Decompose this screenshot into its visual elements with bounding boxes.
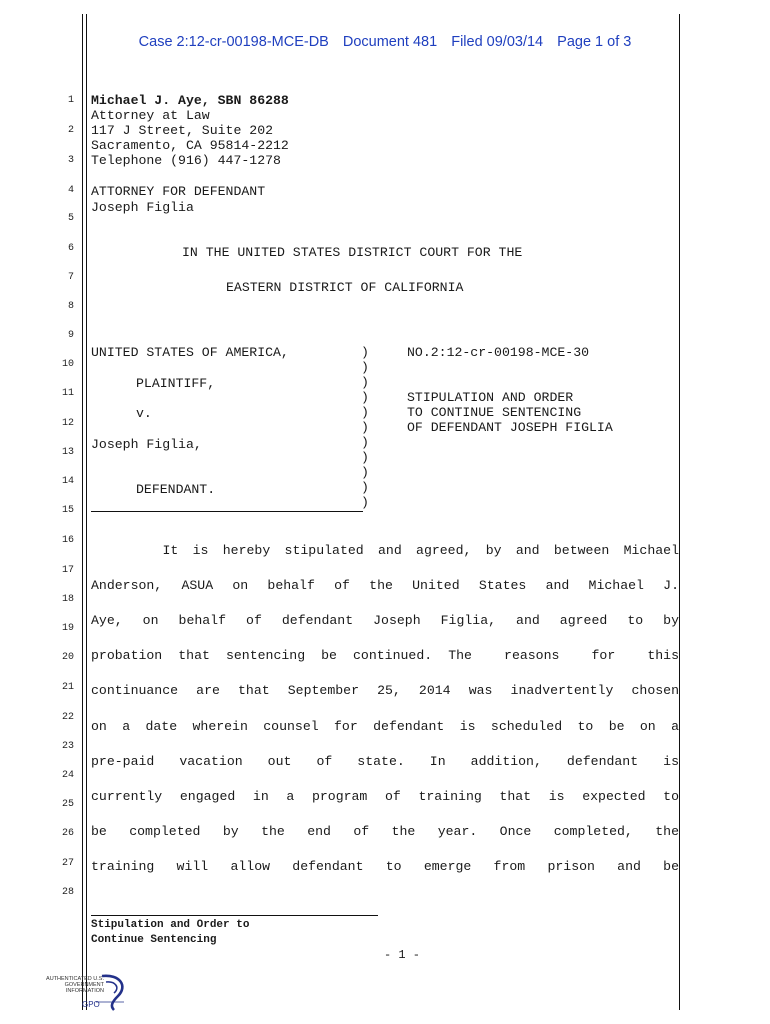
caption-paren-column: ) ) ) ) ) ) ) ) ) ) )	[361, 345, 369, 510]
footer-rule	[91, 915, 378, 916]
footer-title-line1: Stipulation and Order to	[91, 919, 250, 931]
case-number: Case 2:12-cr-00198-MCE-DB	[138, 34, 329, 50]
line-number: 24	[61, 770, 74, 781]
document-number: Document 481	[342, 34, 438, 50]
filed-date: Filed 09/03/14	[451, 34, 544, 50]
court-title-line2: EASTERN DISTRICT OF CALIFORNIA	[226, 280, 464, 295]
attorney-city: Sacramento, CA 95814-2212	[91, 138, 289, 153]
gpo-authenticated-text: AUTHENTICATED U.S. GOVERNMENT INFORMATION	[46, 976, 104, 994]
line-number: 25	[61, 799, 74, 810]
line-number: 26	[61, 828, 74, 839]
caption-underline	[91, 511, 363, 512]
line-number: 8	[67, 301, 74, 312]
line-number: 18	[61, 594, 74, 605]
attorney-name: Michael J. Aye, SBN 86288	[91, 93, 289, 108]
page-number: - 1 -	[384, 948, 421, 962]
line-number: 20	[61, 652, 74, 663]
body-line: training will allow defendant to emerge from prison and be	[91, 858, 679, 874]
page-indicator: Page 1 of 3	[557, 34, 632, 50]
line-number: 4	[67, 185, 74, 196]
line-number: 10	[61, 359, 74, 370]
attorney-title: Attorney at Law	[91, 108, 210, 123]
line-number: 27	[61, 858, 74, 869]
left-margin-rule-outer	[82, 14, 83, 1010]
line-number: 13	[61, 447, 74, 458]
body-line: Anderson, ASUA on behalf of the United States and Michael J.	[91, 578, 679, 594]
line-number: 1	[67, 95, 74, 106]
defendant-name: Joseph Figlia,	[91, 437, 202, 452]
body-line: It is hereby stipulated and agreed, by and between Michael	[91, 543, 679, 558]
footer-title-line2: Continue Sentencing	[91, 934, 217, 946]
line-number: 3	[67, 155, 74, 166]
line-number: 19	[61, 623, 74, 634]
line-number: 28	[61, 887, 74, 898]
line-number: 11	[61, 388, 74, 399]
court-title-line1: IN THE UNITED STATES DISTRICT COURT FOR THE	[182, 245, 523, 260]
document-title-line1: STIPULATION AND ORDER	[407, 390, 574, 405]
line-number: 21	[61, 682, 74, 693]
attorney-role: ATTORNEY FOR DEFENDANT	[91, 184, 266, 199]
gpo-mark: GPO	[82, 1000, 100, 1009]
line-number: 15	[61, 505, 74, 516]
plaintiff-label: PLAINTIFF,	[136, 376, 216, 391]
defendant-label: DEFENDANT.	[136, 482, 216, 497]
document-title-line2: TO CONTINUE SENTENCING	[407, 405, 582, 420]
line-number: 7	[67, 272, 74, 283]
line-number: 5	[67, 213, 74, 224]
line-number: 23	[61, 741, 74, 752]
attorney-phone: Telephone (916) 447-1278	[91, 153, 281, 168]
line-number: 22	[61, 712, 74, 723]
versus: v.	[136, 406, 152, 421]
body-line: on a date wherein counsel for defendant is scheduled to be on a	[91, 718, 679, 734]
plaintiff-name: UNITED STATES OF AMERICA,	[91, 345, 289, 360]
line-number: 14	[61, 476, 74, 487]
body-line: probation that sentencing be continued. The reasons for this	[91, 648, 679, 664]
left-margin-rule-inner	[86, 14, 87, 1010]
body-line: be completed by the end of the year. Once completed, the	[91, 823, 679, 839]
line-number: 2	[67, 125, 74, 136]
line-number: 16	[61, 535, 74, 546]
line-number: 6	[67, 243, 74, 254]
attorney-street: 117 J Street, Suite 202	[91, 123, 274, 138]
body-line: currently engaged in a program of training that is expected to	[91, 788, 679, 804]
body-line: Aye, on behalf of defendant Joseph Figlia, and agreed to by	[91, 613, 679, 629]
document-title-line3: OF DEFENDANT JOSEPH FIGLIA	[407, 420, 613, 435]
right-margin-rule	[679, 14, 680, 1010]
line-number: 9	[67, 330, 74, 341]
line-number: 17	[61, 565, 74, 576]
attorney-client: Joseph Figlia	[91, 200, 194, 215]
line-number: 12	[61, 418, 74, 429]
body-line: pre-paid vacation out of state. In addition, defendant is	[91, 753, 679, 769]
body-line: continuance are that September 25, 2014 was inadvertently chosen	[91, 683, 679, 699]
filing-header	[0, 34, 770, 50]
case-number-caption: NO.2:12-cr-00198-MCE-30	[407, 345, 590, 360]
